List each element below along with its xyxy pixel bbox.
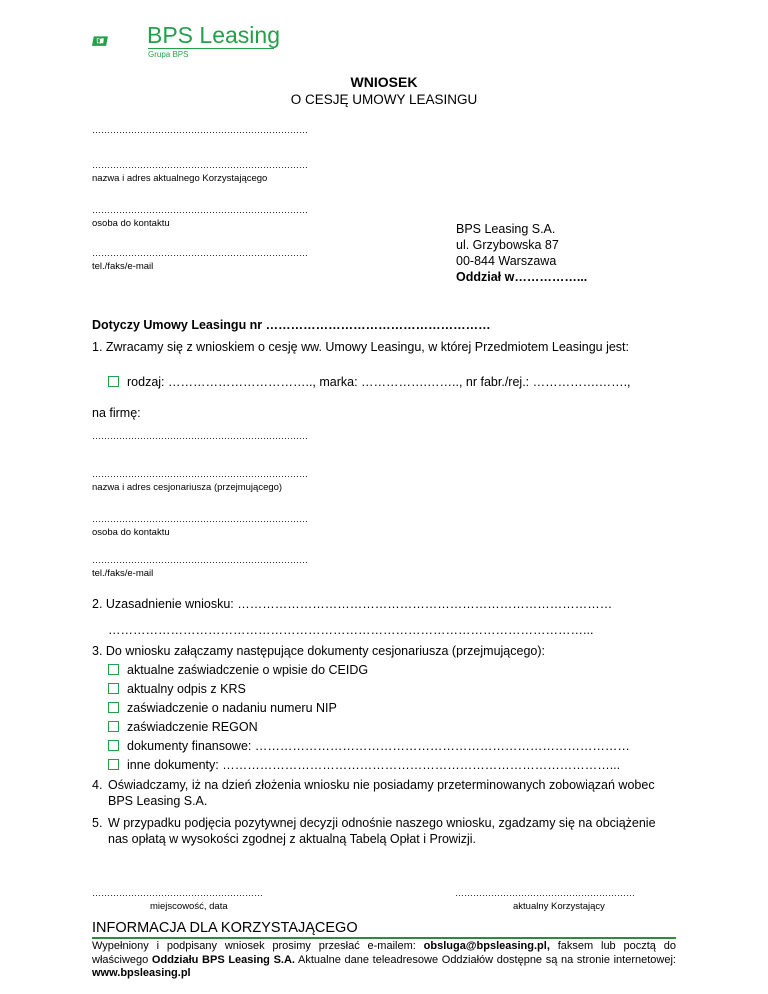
assignee-contact-line[interactable]: ……………………………………………………………… [92, 514, 308, 524]
bps-leasing-logo [92, 24, 148, 60]
item-2-continuation[interactable]: ……………………………………………………………………………………………………... [108, 623, 594, 637]
item-2-justification[interactable]: 2. Uzasadnienie wniosku: ……………………………………………………………………………… [92, 597, 613, 611]
lessee-phone-line[interactable]: ……………………………………………………………… [92, 248, 308, 258]
assignee-contact-label: osoba do kontaktu [92, 527, 170, 538]
item-1-detail-row [108, 375, 631, 389]
assignee-line-1[interactable]: ……………………………………………………………… [92, 431, 308, 441]
checkbox[interactable] [108, 683, 119, 694]
leasing-object-checkbox[interactable] [108, 376, 119, 387]
item-1-text: 1. Zwracamy się z wnioskiem o cesję ww. Umowy Leasingu, w której Przedmiotem Leasingu jest: [92, 340, 630, 354]
item-4-number: 4. [92, 778, 103, 792]
divider [92, 937, 676, 939]
info-title: INFORMACJA DLA KORZYSTAJĄCEGO [92, 920, 358, 936]
recipient-line-3: 00-844 Warszawa [456, 254, 557, 268]
document-option: inne dokumenty: …………………………………………………………………………………... [108, 758, 620, 772]
checkbox[interactable] [108, 759, 119, 770]
document-option: zaświadczenie o nadaniu numeru NIP [108, 701, 337, 715]
document-subtitle: O CESJĘ UMOWY LEASINGU [290, 92, 478, 107]
agreement-number-field[interactable]: Dotyczy Umowy Leasingu nr ……………………………………………… [92, 318, 491, 332]
recipient-branch[interactable]: Oddział w……………... [456, 270, 588, 284]
document-option: aktualny odpis z KRS [108, 682, 246, 696]
lessee-contact-label: osoba do kontaktu [92, 218, 170, 229]
lessee-name-label: nazwa i adres aktualnego Korzystającego [92, 173, 268, 184]
place-date-line[interactable]: ………………………………………………… [92, 888, 263, 898]
checkbox[interactable] [108, 664, 119, 675]
email-link[interactable]: obsluga@bpsleasing.pl, [423, 940, 550, 952]
leasing-object-fields[interactable]: rodzaj: …………………………….., marka: …………….…….., nr fabr./rej.: …………….……., [127, 375, 631, 389]
assignee-line-2[interactable]: ……………………………………………………………… [92, 469, 308, 479]
item-4-text: Oświadczamy, iż na dzień złożenia wniosku nie posiadamy przeterminowanych zobowiązań wobec BPS Leasing S.A. [108, 778, 655, 808]
document-option: zaświadczenie REGON [108, 720, 258, 734]
current-lessee-label: aktualny Korzystający [513, 901, 605, 912]
branch-name: Oddziału BPS Leasing S.A. [151, 953, 295, 966]
place-date-label: miejscowość, data [150, 901, 228, 912]
company-label: na firmę: [92, 406, 141, 420]
checkbox[interactable] [108, 721, 119, 732]
logo-group: Grupa BPS [148, 50, 189, 59]
checkbox[interactable] [108, 702, 119, 713]
assignee-phone-label: tel./faks/e-mail [92, 568, 154, 579]
item-5-text: W przypadku podjęcia pozytywnej decyzji odnośnie naszego wniosku, zgadzamy się na obciążenie nas opłatą w wysokości zgodnej z aktualną Tabelą Opłat i Prowizji. [108, 816, 656, 846]
recipient-line-1: BPS Leasing S.A. [456, 222, 556, 236]
item-3-text: 3. Do wniosku załączamy następujące dokumenty cesjonariusza (przejmującego): [92, 644, 545, 658]
lessee-line-2[interactable]: ……………………………………………………………… [92, 160, 308, 170]
logo-name: BPS Leasing [147, 22, 280, 48]
document-title: WNIOSEK [350, 74, 418, 90]
assignee-name-label: nazwa i adres cesjonariusza (przejmującego) [92, 482, 283, 493]
document-option: dokumenty finansowe: ……………………………………………………………………………… [108, 739, 630, 753]
recipient-line-2: ul. Grzybowska 87 [456, 238, 559, 252]
document-option: aktualne zaświadczenie o wpisie do CEIDG [108, 663, 368, 677]
website-link[interactable]: www.bpsleasing.pl [92, 967, 191, 979]
assignee-phone-line[interactable]: ……………………………………………………………… [92, 555, 308, 565]
lessee-contact-line[interactable]: ……………………………………………………………… [92, 205, 308, 215]
lessee-phone-label: tel./faks/e-mail [92, 261, 154, 272]
info-text: Wypełniony i podpisany wniosek prosimy przesłać e-mailem: obsluga@bpsleasing.pl, faksem lub pocztą do właściwego Oddziału BPS Leasing S.A. Aktualne dane teleadresowe Oddziałów dostępne są na stronie internetowej: www.bpsleasing.pl [92, 940, 676, 979]
signature-line[interactable]: …………………………………………………… [455, 888, 635, 898]
item-5-number: 5. [92, 816, 103, 830]
checkbox[interactable] [108, 740, 119, 751]
lessee-line-1[interactable]: ……………………………………………………………… [92, 125, 308, 135]
logo-rule [148, 48, 274, 49]
